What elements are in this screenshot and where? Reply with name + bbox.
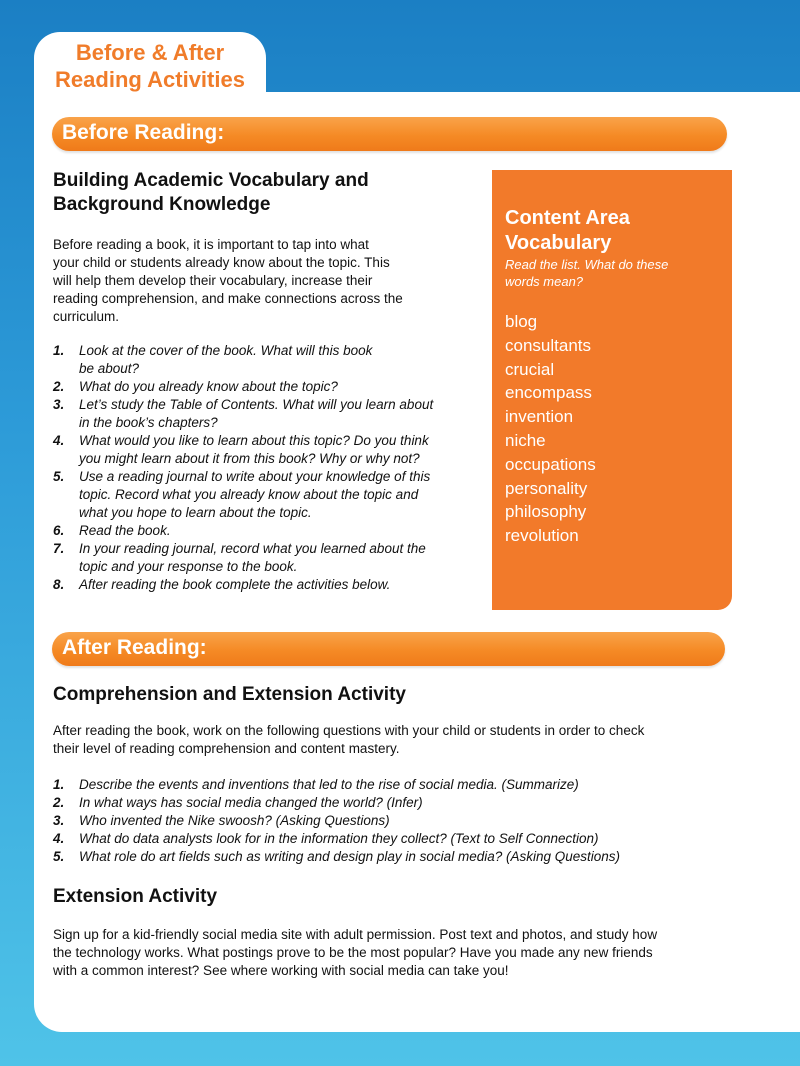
vocabulary-list (505, 310, 596, 548)
question-number: 2. (53, 795, 65, 810)
extension-line: the technology works. What postings prove to be the most popular? Have you made any new friends (53, 945, 653, 960)
question-number: 3. (53, 813, 65, 828)
intro-line: After reading the book, work on the following questions with your child or students in order to check (53, 723, 645, 738)
vocabulary-word: niche (505, 430, 546, 450)
extension-activity-text (53, 926, 657, 980)
question-text: In what ways has social media changed the world? (Infer) (79, 795, 423, 810)
step-text: what you hope to learn about the topic. (79, 505, 312, 520)
question-item (53, 776, 753, 794)
vocabulary-title-line: Vocabulary (505, 232, 612, 254)
after-reading-banner (52, 632, 725, 666)
intro-line: curriculum. (53, 309, 120, 324)
step-text: In your reading journal, record what you learned about the (79, 541, 426, 556)
step-text: Use a reading journal to write about your knowledge of this (79, 469, 431, 484)
step-number: 5. (53, 469, 65, 484)
vocabulary-instruction-line: Read the list. What do these (505, 257, 669, 272)
question-item (53, 794, 753, 812)
vocabulary-box (492, 170, 732, 610)
comprehension-questions (53, 776, 753, 866)
question-number: 1. (53, 777, 65, 792)
question-number: 5. (53, 849, 65, 864)
before-reading-label: Before Reading: (62, 121, 225, 144)
step-item (53, 540, 483, 576)
step-text: topic. Record what you already know about the topic and (79, 487, 419, 502)
heading-line: Background Knowledge (53, 194, 271, 215)
step-item (53, 396, 483, 432)
intro-line: will help them develop their vocabulary, increase their (53, 273, 373, 288)
question-item (53, 812, 753, 830)
after-reading-heading: Comprehension and Extension Activity (53, 684, 406, 705)
step-text: be about? (79, 361, 140, 376)
step-text: in the book’s chapters? (79, 415, 218, 430)
extension-activity-heading: Extension Activity (53, 886, 218, 907)
question-text: Describe the events and inventions that led to the rise of social media. (Summarize) (79, 777, 579, 792)
step-item (53, 432, 483, 468)
before-reading-heading (53, 169, 369, 217)
extension-line: with a common interest? See where working with social media can take you! (53, 963, 509, 978)
step-text: After reading the book complete the activities below. (79, 577, 391, 592)
intro-line: Before reading a book, it is important to tap into what (53, 237, 369, 252)
step-number: 3. (53, 397, 65, 412)
vocabulary-word: philosophy (505, 502, 587, 522)
step-item (53, 342, 483, 378)
after-reading-label: After Reading: (62, 636, 207, 659)
step-text: What would you like to learn about this topic? Do you think (79, 433, 429, 448)
question-item (53, 830, 753, 848)
vocabulary-word: personality (505, 478, 588, 498)
question-text: What do data analysts look for in the information they collect? (Text to Self Connection) (79, 831, 599, 846)
before-reading-steps (53, 342, 483, 594)
question-number: 4. (53, 831, 65, 846)
vocabulary-instruction-line: words mean? (505, 274, 584, 289)
vocabulary-title (505, 206, 705, 256)
step-number: 6. (53, 523, 65, 538)
step-text: Look at the cover of the book. What will this book (79, 343, 373, 358)
title-tab (34, 32, 266, 102)
step-item (53, 522, 483, 540)
vocabulary-word: invention (505, 407, 574, 427)
vocabulary-word: revolution (505, 526, 579, 546)
extension-line: Sign up for a kid-friendly social media site with adult permission. Post text and photos, and study how (53, 927, 658, 942)
intro-line: your child or students already know about the topic. This (53, 255, 390, 270)
page-title-line1: Before & After (75, 40, 225, 65)
step-item (53, 576, 483, 594)
vocabulary-instructions (505, 256, 715, 290)
question-text: What role do art fields such as writing and design play in social media? (Asking Questions) (79, 849, 621, 864)
vocabulary-word: encompass (505, 383, 592, 403)
vocabulary-title-line: Content Area (505, 207, 630, 229)
before-reading-intro (53, 236, 403, 326)
vocabulary-word: crucial (505, 359, 555, 379)
step-text: topic and your response to the book. (79, 559, 298, 574)
vocabulary-word: blog (505, 312, 538, 331)
step-number: 8. (53, 577, 65, 592)
before-reading-banner (52, 117, 727, 151)
heading-line: Building Academic Vocabulary and (53, 170, 369, 191)
question-item (53, 848, 753, 866)
step-text: Let’s study the Table of Contents. What will you learn about (79, 397, 434, 412)
vocabulary-word: consultants (505, 335, 591, 355)
step-item (53, 468, 483, 522)
step-text: Read the book. (79, 523, 171, 538)
intro-line: their level of reading comprehension and content mastery. (53, 741, 400, 756)
step-number: 2. (53, 379, 65, 394)
step-number: 4. (53, 433, 65, 448)
page-title-line2: Reading Activities (55, 67, 245, 92)
step-text: you might learn about it from this book? Why or why not? (79, 451, 420, 466)
question-text: Who invented the Nike swoosh? (Asking Questions) (79, 813, 390, 828)
step-text: What do you already know about the topic? (79, 379, 338, 394)
page-title (34, 39, 266, 93)
intro-line: reading comprehension, and make connections across the (53, 291, 403, 306)
step-number: 7. (53, 541, 65, 556)
step-number: 1. (53, 343, 65, 358)
vocabulary-word: occupations (505, 454, 596, 474)
step-item (53, 378, 483, 396)
after-reading-intro (53, 722, 644, 758)
